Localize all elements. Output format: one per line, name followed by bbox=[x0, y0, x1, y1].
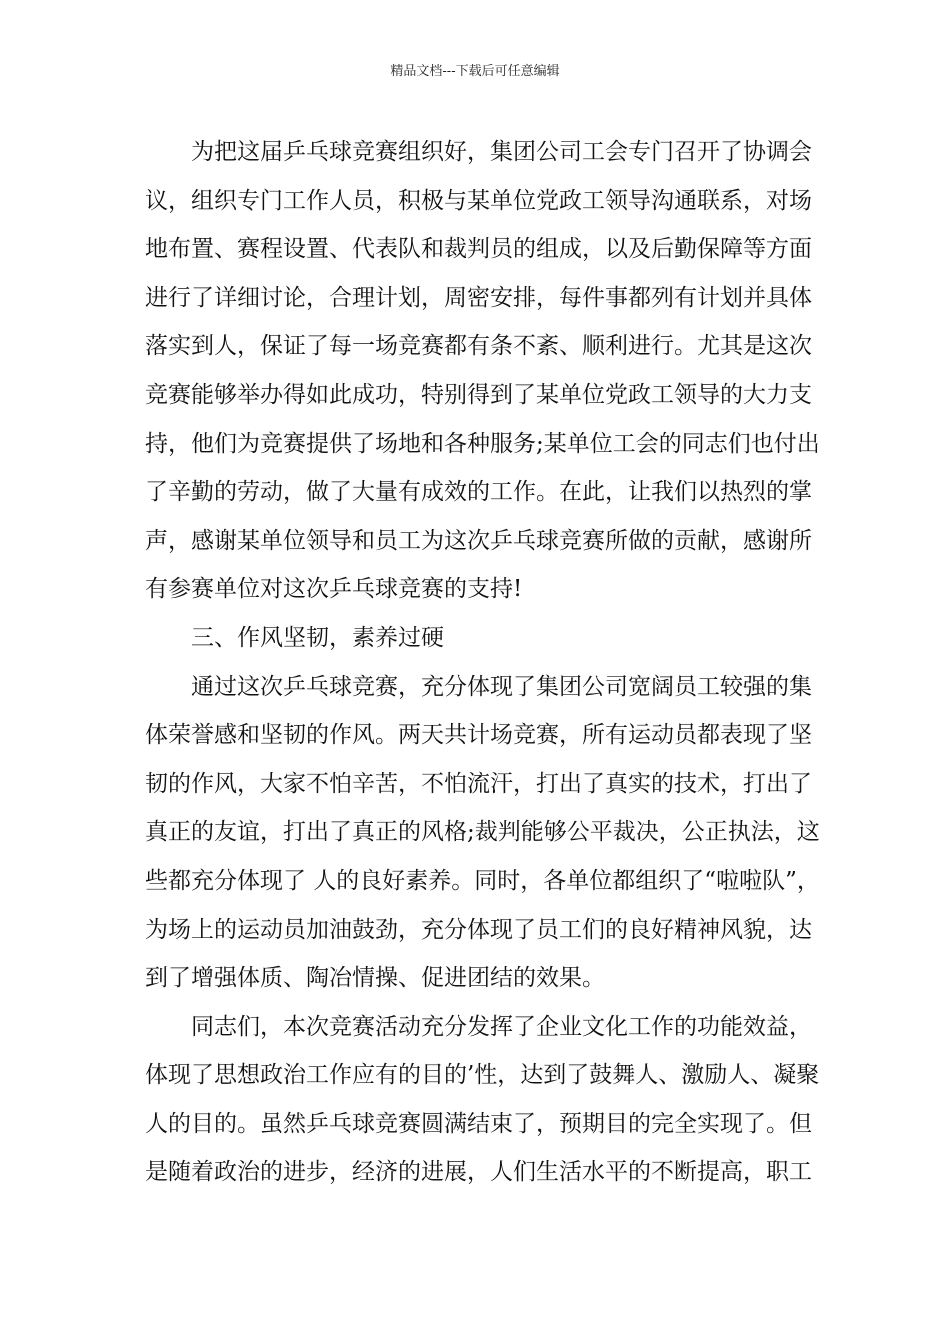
text-line: 体现了思想政治工作应有的目的’性，达到了鼓舞人、激励人、凝聚 bbox=[145, 1062, 820, 1089]
text-line: 到了增强体质、陶冶情操、促进团结的效果。 bbox=[145, 965, 605, 992]
text-line: 为把这届乒乓球竞赛组织好，集团公司工会专门召开了协调会 bbox=[191, 139, 812, 165]
heading-line: 三、作风坚韧，素养过硬 bbox=[191, 624, 444, 651]
text-line: 些都充分体现了 人的良好素养。同时，各单位都组织了“啦啦队”， bbox=[145, 867, 820, 894]
text-line: 韧的作风，大家不怕辛苦，不怕流汗，打出了真实的技术，打出了 bbox=[145, 770, 812, 797]
text-line: 竞赛能够举办得如此成功，特别得到了某单位党政工领导的大力支 bbox=[145, 381, 812, 408]
text-line: 同志们，本次竞赛活动充分发挥了企业文化工作的功能效益， bbox=[191, 1013, 812, 1040]
paragraph bbox=[145, 1003, 820, 1197]
section-heading bbox=[145, 614, 810, 663]
text-line: 持，他们为竞赛提供了场地和各种服务;某单位工会的同志们也付出 bbox=[145, 430, 820, 457]
text-line: 是随着政治的进步，经济的进展，人们生活水平的不断提高，职工 bbox=[145, 1159, 812, 1186]
paragraph bbox=[145, 128, 820, 614]
text-line: 有参赛单位对这次乒乓球竞赛的支持! bbox=[145, 576, 523, 603]
text-line: 落实到人，保证了每一场竞赛都有条不紊、顺利进行。尤其是这次 bbox=[145, 333, 812, 360]
text-line: 人的目的。虽然乒乓球竞赛圆满结束了，预期目的完全实现了。但 bbox=[145, 1110, 812, 1137]
text-line: 了辛勤的劳动，做了大量有成效的工作。在此，让我们以热烈的掌 bbox=[145, 479, 812, 506]
page-header: 精品文档---下载后可任意编辑 bbox=[390, 64, 560, 79]
text-line: 进行了详细讨论，合理计划，周密安排，每件事都列有计划并具体 bbox=[145, 284, 812, 311]
text-line: 体荣誉感和坚韧的作风。两天共计场竞赛，所有运动员都表现了坚 bbox=[145, 722, 812, 749]
text-line: 真正的友谊，打出了真正的风格;裁判能够公平裁决，公正执法，这 bbox=[145, 819, 820, 846]
text-line: 通过这次乒乓球竞赛，充分体现了集团公司宽阔员工较强的集 bbox=[191, 673, 812, 700]
text-line: 声，感谢某单位领导和员工为这次乒乓球竞赛所做的贡献，感谢所 bbox=[145, 527, 812, 554]
paragraph bbox=[145, 663, 820, 1003]
text-line: 地布置、赛程设置、代表队和裁判员的组成，以及后勤保障等方面 bbox=[145, 236, 812, 263]
document-body bbox=[145, 128, 820, 1197]
text-line: 为场上的运动员加油鼓劲，充分体现了员工们的良好精神风貌，达 bbox=[145, 916, 812, 943]
text-line: 议，组织专门工作人员，积极与某单位党政工领导沟通联系，对场 bbox=[145, 187, 812, 214]
